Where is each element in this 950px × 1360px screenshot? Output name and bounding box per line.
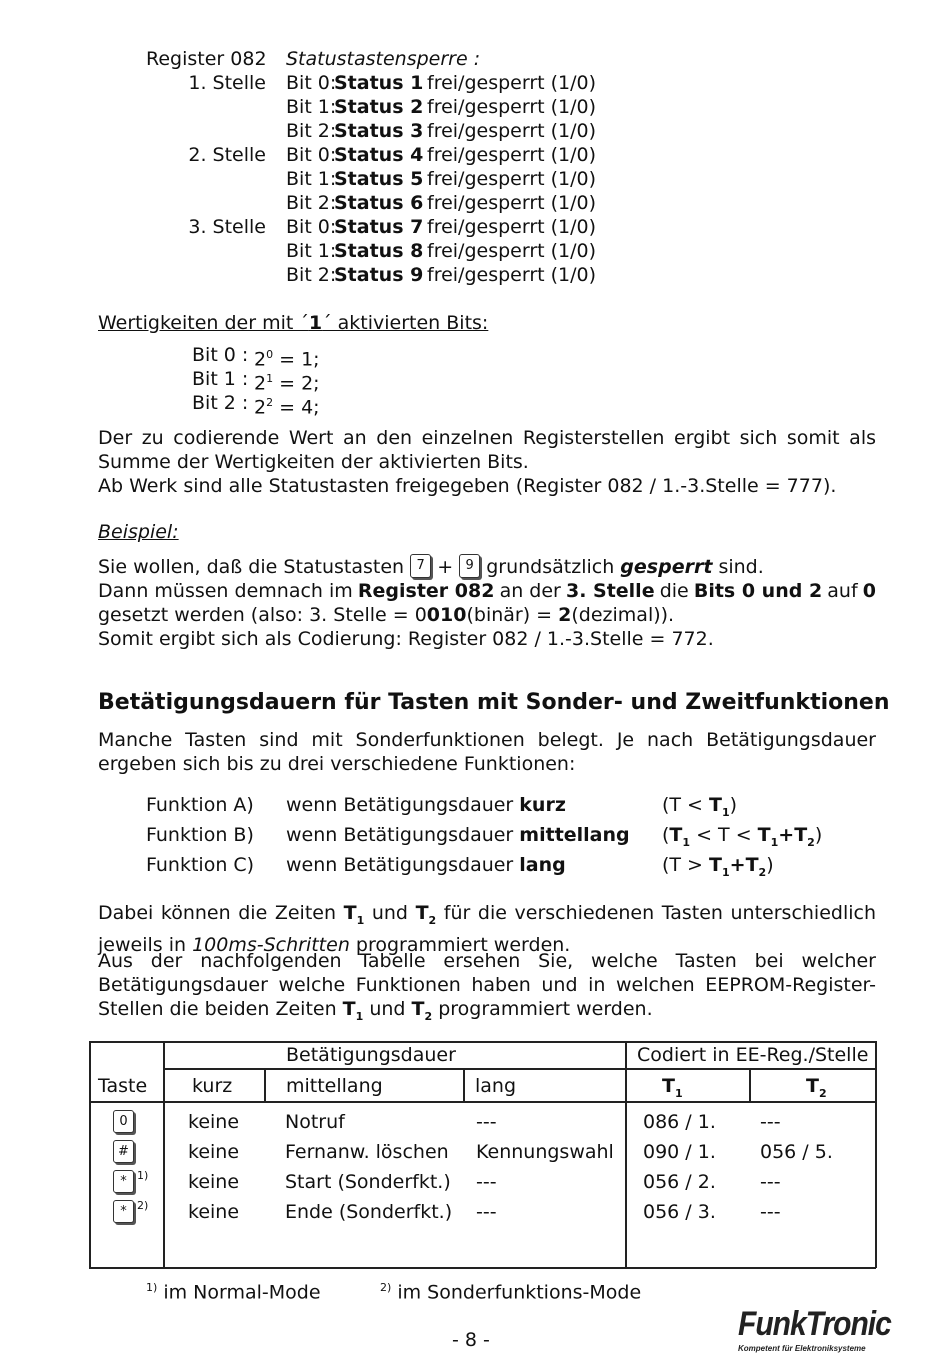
register-bit: Bit 2: [286, 120, 337, 142]
register-status: Status 3 [334, 120, 424, 142]
register-status: Status 7 [334, 216, 424, 238]
function-condition: $(T > T_1+T_2)$ [662, 854, 774, 879]
register-stelle: 1. Stelle [188, 72, 266, 94]
register-status: Status 8 [334, 240, 424, 262]
register-bit: Bit 1: [286, 240, 337, 262]
register-bit: Bit 0: [286, 144, 337, 166]
paragraph-default: Ab Werk sind alle Statustasten freigegeben (Register 082 / 1.-3.Stelle = 777). [98, 475, 837, 497]
register-bit: Bit 2: [286, 192, 337, 214]
table-col-t2: $T_2$ [806, 1075, 827, 1100]
register-status: Status 4 [334, 144, 424, 166]
table-key-sup: 2) [137, 1199, 149, 1212]
table-cell-mittel: Notruf [285, 1111, 345, 1133]
table-cell-t2: --- [760, 1171, 781, 1193]
table-key-sup: 1) [137, 1169, 149, 1182]
table-col-mittellang: mittellang [286, 1075, 383, 1097]
example-bold: 3. Stelle [565, 580, 655, 602]
table-cell-mittel: Ende (Sonderfkt.) [285, 1201, 453, 1223]
example-text: gesetzt werden (also: 3. Stelle = 0 [98, 604, 427, 626]
table-cell-t2: --- [760, 1201, 781, 1223]
register-bit: Bit 1: [286, 168, 337, 190]
key-9-icon: 9 [459, 554, 480, 578]
function-name: Funktion A) [146, 794, 254, 816]
function-name: Funktion B) [146, 824, 254, 846]
register-status: Status 6 [334, 192, 424, 214]
table-group-coded: Codiert in EE-Reg./Stelle [637, 1044, 869, 1066]
table-cell-kurz: keine [188, 1141, 240, 1163]
register-bit: Bit 2: [286, 264, 337, 286]
example-line-1 [98, 555, 764, 579]
example-text: sind. [718, 556, 764, 578]
example-text: an der [499, 580, 561, 602]
weights-heading [98, 311, 488, 335]
register-desc: frei/gesperrt (1/0) [427, 168, 597, 190]
table-cell-kurz: keine [188, 1111, 240, 1133]
example-bold: 0 [862, 580, 876, 602]
table-cell-t1: 086 / 1. [643, 1111, 716, 1133]
function-desc: wenn Betätigungsdauer mittellang [286, 824, 630, 846]
table-cell-lang: --- [476, 1201, 497, 1223]
register-bit: Bit 0: [286, 216, 337, 238]
weight-bit: Bit 0 : [192, 344, 249, 366]
section-paragraph-1: Dabei können die Zeiten $T_1$ und $T_2$ für die verschiedenen Tasten unterschiedlich jeweils in 100ms-Schritten programmiert werden. [98, 902, 877, 956]
page-number: - 8 - [452, 1329, 490, 1351]
paragraph-summary: Der zu codierende Wert an den einzelnen Registerstellen ergibt sich somit als Summe der Wertigkeiten der aktivierten Bits. [98, 427, 876, 473]
example-bold: Bits 0 und 2 [693, 580, 823, 602]
weight-value: $2^1 = 2$; [254, 372, 320, 395]
function-condition: $(T_1 < T < T_1+T_2)$ [662, 824, 823, 849]
register-desc: frei/gesperrt (1/0) [427, 264, 597, 286]
register-desc: frei/gesperrt (1/0) [427, 72, 597, 94]
example-plus: + [437, 556, 454, 578]
logo-tagline: Kompetent für Elektroniksysteme [738, 1344, 866, 1353]
weight-value: $2^0 = 1$; [254, 348, 320, 371]
table-key-icon: 0 [113, 1110, 134, 1133]
weights-heading-post: ´ aktivierten Bits: [322, 312, 489, 334]
table-cell-t2: 056 / 5. [760, 1141, 833, 1163]
table-cell-lang: Kennungswahl [476, 1141, 614, 1163]
example-line-3 [98, 603, 674, 627]
example-text: (dezimal)). [571, 604, 675, 626]
register-bit: Bit 0: [286, 72, 337, 94]
table-group-duration: Betätigungsdauer [286, 1044, 456, 1066]
register-status: Status 2 [334, 96, 424, 118]
example-line-4: Somit ergibt sich als Codierung: Register 082 / 1.-3.Stelle = 772. [98, 628, 714, 650]
register-status: Status 9 [334, 264, 424, 286]
table-key-icon: * [113, 1200, 134, 1223]
example-text: Dann müssen demnach im [98, 580, 353, 602]
section-heading: Betätigungsdauern für Tasten mit Sonder- und Zweitfunktionen [98, 690, 890, 715]
table-col-taste: Taste [98, 1075, 148, 1097]
example-bold: 2 [558, 604, 572, 626]
table-cell-mittel: Fernanw. löschen [285, 1141, 449, 1163]
register-stelle: 2. Stelle [188, 144, 266, 166]
table-col-lang: lang [475, 1075, 517, 1097]
register-desc: frei/gesperrt (1/0) [427, 192, 597, 214]
register-stelle: 3. Stelle [188, 216, 266, 238]
register-desc: frei/gesperrt (1/0) [427, 216, 597, 238]
example-text: die [659, 580, 689, 602]
example-bold: 010 [426, 604, 467, 626]
table-cell-kurz: keine [188, 1171, 240, 1193]
table-cell-lang: --- [476, 1171, 497, 1193]
table-col-kurz: kurz [192, 1075, 233, 1097]
table-cell-kurz: keine [188, 1201, 240, 1223]
register-desc: frei/gesperrt (1/0) [427, 120, 597, 142]
footnote-2: $^{2)}$ im Sonderfunktions-Mode [380, 1281, 642, 1304]
example-bold: Register 082 [357, 580, 495, 602]
logo-wordmark: FunkTronic [738, 1304, 891, 1343]
weight-bit: Bit 1 : [192, 368, 249, 390]
register-status: Status 5 [334, 168, 424, 190]
register-title: Statustastensperre : [286, 48, 481, 70]
section-intro: Manche Tasten sind mit Sonderfunktionen belegt. Je nach Betätigungsdauer ergeben sich bis zu drei verschiedene Funktionen: [98, 729, 876, 775]
example-text: auf [827, 580, 858, 602]
table-cell-lang: --- [476, 1111, 497, 1133]
example-text: (binär) = [466, 604, 553, 626]
funktronic-logo [738, 1304, 891, 1354]
example-heading: Beispiel: [98, 521, 179, 543]
function-desc: wenn Betätigungsdauer lang [286, 854, 566, 876]
table-key-icon: # [113, 1140, 134, 1163]
table-cell-t2: --- [760, 1111, 781, 1133]
weight-value: $2^2 = 4$; [254, 396, 320, 419]
table-cell-t1: 056 / 3. [643, 1201, 716, 1223]
section-paragraph-2: Aus der nachfolgenden Tabelle ersehen Sie, welche Tasten bei welcher Betätigungsdauer welche Funktionen haben und in welchen EEPROM-Register-Stellen die beiden Zeiten $T_1$ und $T_2$ programmiert werden. [98, 950, 876, 1023]
table-cell-mittel: Start (Sonderfkt.) [285, 1171, 451, 1193]
key-7-icon: 7 [410, 554, 431, 578]
weights-heading-pre: Wertigkeiten der mit ´ [98, 312, 309, 334]
weights-heading-bold: 1 [308, 312, 323, 334]
footnote-1: $^{1)}$ im Normal-Mode [146, 1281, 321, 1304]
function-condition: $(T < T_1)$ [662, 794, 738, 819]
register-label: Register 082 [146, 48, 267, 70]
weight-bit: Bit 2 : [192, 392, 249, 414]
example-bold: gesperrt [620, 556, 713, 578]
table-cell-t1: 056 / 2. [643, 1171, 716, 1193]
table-col-t1: $T_1$ [662, 1075, 683, 1100]
function-desc: wenn Betätigungsdauer kurz [286, 794, 566, 816]
example-text: Sie wollen, daß die Statustasten [98, 556, 405, 578]
example-text: grundsätzlich [486, 556, 615, 578]
register-desc: frei/gesperrt (1/0) [427, 96, 597, 118]
function-name: Funktion C) [146, 854, 255, 876]
register-status: Status 1 [334, 72, 424, 94]
register-bit: Bit 1: [286, 96, 337, 118]
register-desc: frei/gesperrt (1/0) [427, 240, 597, 262]
table-key-icon: * [113, 1170, 134, 1193]
table-cell-t1: 090 / 1. [643, 1141, 716, 1163]
register-desc: frei/gesperrt (1/0) [427, 144, 597, 166]
example-line-2 [98, 579, 876, 603]
